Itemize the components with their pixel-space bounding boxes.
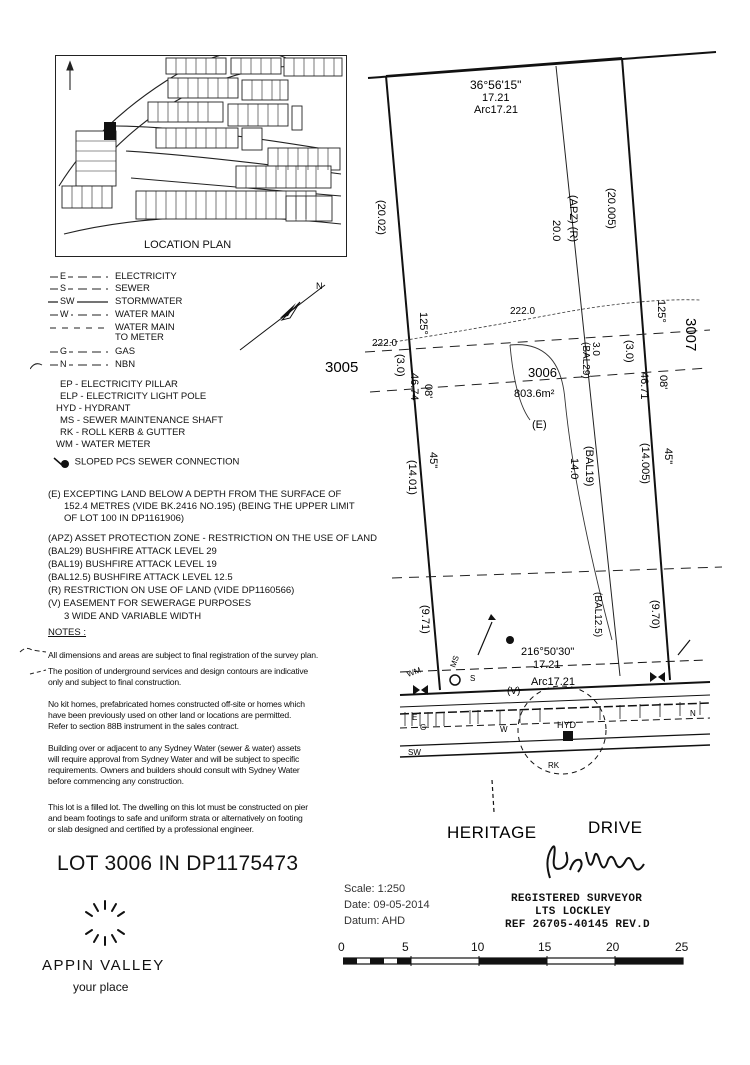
north-arrow-icon	[240, 281, 325, 350]
top-distance: 17.21	[482, 92, 510, 104]
abbr-ep: EP - ELECTRICITY PILLAR	[60, 379, 178, 390]
surveyor-title: REGISTERED SURVEYOR	[511, 893, 643, 905]
right-minutes: 08'	[657, 375, 669, 390]
e-note-line-2: 152.4 METRES (VIDE BK.2416 NO.195) (BEING THE UPPER LIMIT	[64, 501, 355, 512]
arrow-left-icon	[478, 622, 492, 655]
plan-scale: Scale: 1:250	[344, 883, 406, 895]
legend-row-water-main-to-meter: WATER MAIN TO METER	[115, 322, 175, 343]
lot-title: LOT 3006 IN DP1175473	[57, 852, 299, 875]
scale-tick-25: 25	[675, 940, 689, 954]
right-seg-top: (20.005)	[605, 188, 617, 229]
lot-right-boundary	[622, 58, 670, 680]
e-note-line-1: (E) EXCEPTING LAND BELOW A DEPTH FROM THE SURFACE OF	[48, 489, 342, 500]
code-apz: (APZ) ASSET PROTECTION ZONE - RESTRICTION ON THE USE OF LAND	[48, 533, 378, 544]
bottom-arc: Arc17.21	[531, 676, 576, 688]
water-meter-right-icon	[650, 672, 657, 682]
note-1: All dimensions and areas are subject to final registration of the survey plan.	[48, 650, 319, 660]
right-length: 46.71	[638, 372, 650, 400]
surveyor-reference: REF 26705-40145 REV.D	[505, 919, 650, 931]
note-5-line-3: or slab designed and certified by a professional engineer.	[48, 824, 254, 834]
wm-label-left: WM	[405, 665, 423, 679]
left-bearing: 125°	[417, 312, 429, 335]
code-v: (V) EASEMENT FOR SEWERAGE PURPOSES	[48, 598, 252, 609]
left-seg-bot: (9.71)	[419, 605, 431, 634]
contour-label-left: 222.0	[372, 338, 398, 349]
hydrant-icon	[563, 731, 573, 741]
s-label: S	[470, 674, 476, 683]
left-seg-mid: (14.01)	[406, 460, 418, 495]
n-label: N	[690, 709, 696, 718]
sewer-connection-icon	[506, 636, 514, 644]
sw-label: SW	[408, 748, 421, 757]
code-bal29: (BAL29) BUSHFIRE ATTACK LEVEL 29	[48, 546, 217, 557]
bal125-line	[392, 567, 722, 578]
left-seconds: 45"	[427, 452, 439, 469]
apz-r-label: (APZ) (R)	[567, 195, 579, 243]
legend-row-gas: G GAS	[60, 346, 136, 357]
note-5-line-2: and beam footings to safe and uniform strata or alternatively on footing	[48, 813, 303, 823]
code-v-width: 3 WIDE AND VARIABLE WIDTH	[64, 611, 202, 622]
note-2-line-2: only and subject to final construction.	[48, 677, 182, 687]
note-3-line-2: have been previously used on other land or locations are permitted.	[48, 710, 292, 720]
location-plan-caption: LOCATION PLAN	[144, 239, 232, 251]
e-note-line-3: OF LOT 100 IN DP1161906)	[64, 513, 185, 524]
legend-row-water-main: W WATER MAIN	[60, 309, 175, 320]
code-bal125: (BAL12.5) BUSHFIRE ATTACK LEVEL 12.5	[48, 572, 233, 583]
bal125-label: (BAL12.5)	[592, 592, 603, 638]
note-4-line-4: before commencing any construction.	[48, 776, 184, 786]
right-seg-mid: (14.005)	[639, 443, 651, 484]
arrow-right-icon	[678, 640, 690, 655]
top-bearing: 36°56'15"	[470, 78, 522, 92]
right-bearing: 125°	[655, 300, 667, 323]
rk-label: RK	[548, 761, 560, 770]
ms-label: MS	[448, 654, 461, 669]
bottom-distance: 17.21	[533, 659, 561, 671]
surveyor-name: LTS LOCKLEY	[535, 906, 611, 918]
top-arc: Arc17.21	[474, 104, 519, 116]
v-label: (V)	[507, 686, 521, 697]
abbr-elp: ELP - ELECTRICITY LIGHT POLE	[60, 391, 207, 402]
left-lot-number: 3005	[325, 359, 359, 376]
left-minutes: 08'	[422, 384, 434, 399]
abbr-hyd: HYD - HYDRANT	[56, 403, 131, 414]
legend-row-stormwater: SW STORMWATER	[60, 296, 183, 307]
note-5-line-1: This lot is a filled lot. The dwelling on this lot must be constructed on pier	[48, 802, 308, 812]
lot-number: 3006	[528, 365, 557, 380]
left-seg-apz: (3.0)	[394, 354, 406, 377]
scale-tick-10: 10	[471, 940, 485, 954]
note-3-line-1: No kit homes, prefabricated homes constructed off-site or homes which	[48, 699, 305, 709]
note-2-line-1: The position of underground services and design contours are indicative	[48, 666, 309, 676]
w-label: W	[500, 725, 508, 734]
left-length: 46.74	[408, 373, 420, 401]
scale-tick-20: 20	[606, 940, 620, 954]
brand-name: APPIN VALLEY	[42, 957, 165, 974]
g-label: G	[420, 723, 427, 732]
code-bal19: (BAL19) BUSHFIRE ATTACK LEVEL 19	[48, 559, 217, 570]
street-name-heritage: HERITAGE	[447, 823, 537, 842]
e-label: E	[412, 713, 418, 722]
legend-row-sloped-connection: SLOPED PCS SEWER CONNECTION	[52, 456, 239, 468]
note-4-line-1: Building over or adjacent to any Sydney Water (sewer & water) assets	[48, 743, 301, 753]
brand-tagline: your place	[73, 980, 129, 994]
legend-row-sewer: S SEWER	[60, 283, 150, 294]
svg-text:N: N	[316, 281, 323, 291]
plan-date: Date: 09-05-2014	[344, 899, 430, 911]
notes-heading: NOTES :	[48, 627, 87, 638]
note-4-line-2: will require approval from Sydney Water and will be subject to specific	[48, 754, 300, 764]
scale-tick-0: 0	[338, 940, 345, 954]
abbr-rk: RK - ROLL KERB & GUTTER	[60, 427, 186, 438]
lot-top-boundary	[386, 58, 622, 76]
right-lot-number: 3007	[682, 318, 699, 352]
legend-row-electricity: E ELECTRICITY	[60, 271, 177, 282]
code-r: (R) RESTRICTION ON USE OF LAND (VIDE DP1160566)	[48, 585, 295, 596]
sewer-shaft-icon	[450, 675, 460, 685]
legend-row-nbn: N NBN	[30, 359, 108, 371]
bottom-bearing: 216°50'30"	[521, 646, 575, 658]
inner-distance-14: 14.0	[568, 458, 580, 480]
contour-label: 222.0	[510, 306, 536, 317]
inner-distance-20: 20.0	[550, 220, 562, 242]
hyd-label: HYD	[557, 720, 577, 730]
left-seg-top: (20.02)	[375, 200, 387, 235]
note-4-line-3: requirements. Owners and builders should consult with Sydney Water	[48, 765, 300, 775]
abbr-wm: WM - WATER METER	[56, 439, 151, 450]
bal19-label: (BAL19)	[583, 446, 595, 487]
inner-distance-3: 3.0	[590, 342, 601, 356]
right-seg-apz: (3.0)	[623, 340, 635, 363]
lot-e-label: (E)	[532, 419, 547, 431]
right-seconds: 45"	[662, 448, 674, 465]
scale-tick-15: 15	[538, 940, 552, 954]
abbr-ms: MS - SEWER MAINTENANCE SHAFT	[60, 415, 224, 426]
plan-datum: Datum: AHD	[344, 915, 406, 927]
note-3-line-3: Refer to section 88B instrument in the sales contract.	[48, 721, 239, 731]
lot-area: 803.6m²	[514, 388, 555, 400]
right-seg-bot: (9.70)	[649, 600, 661, 629]
street-name-drive: DRIVE	[588, 818, 643, 837]
bal29-label: (BAL29)	[580, 342, 591, 379]
scale-tick-5: 5	[402, 940, 409, 954]
